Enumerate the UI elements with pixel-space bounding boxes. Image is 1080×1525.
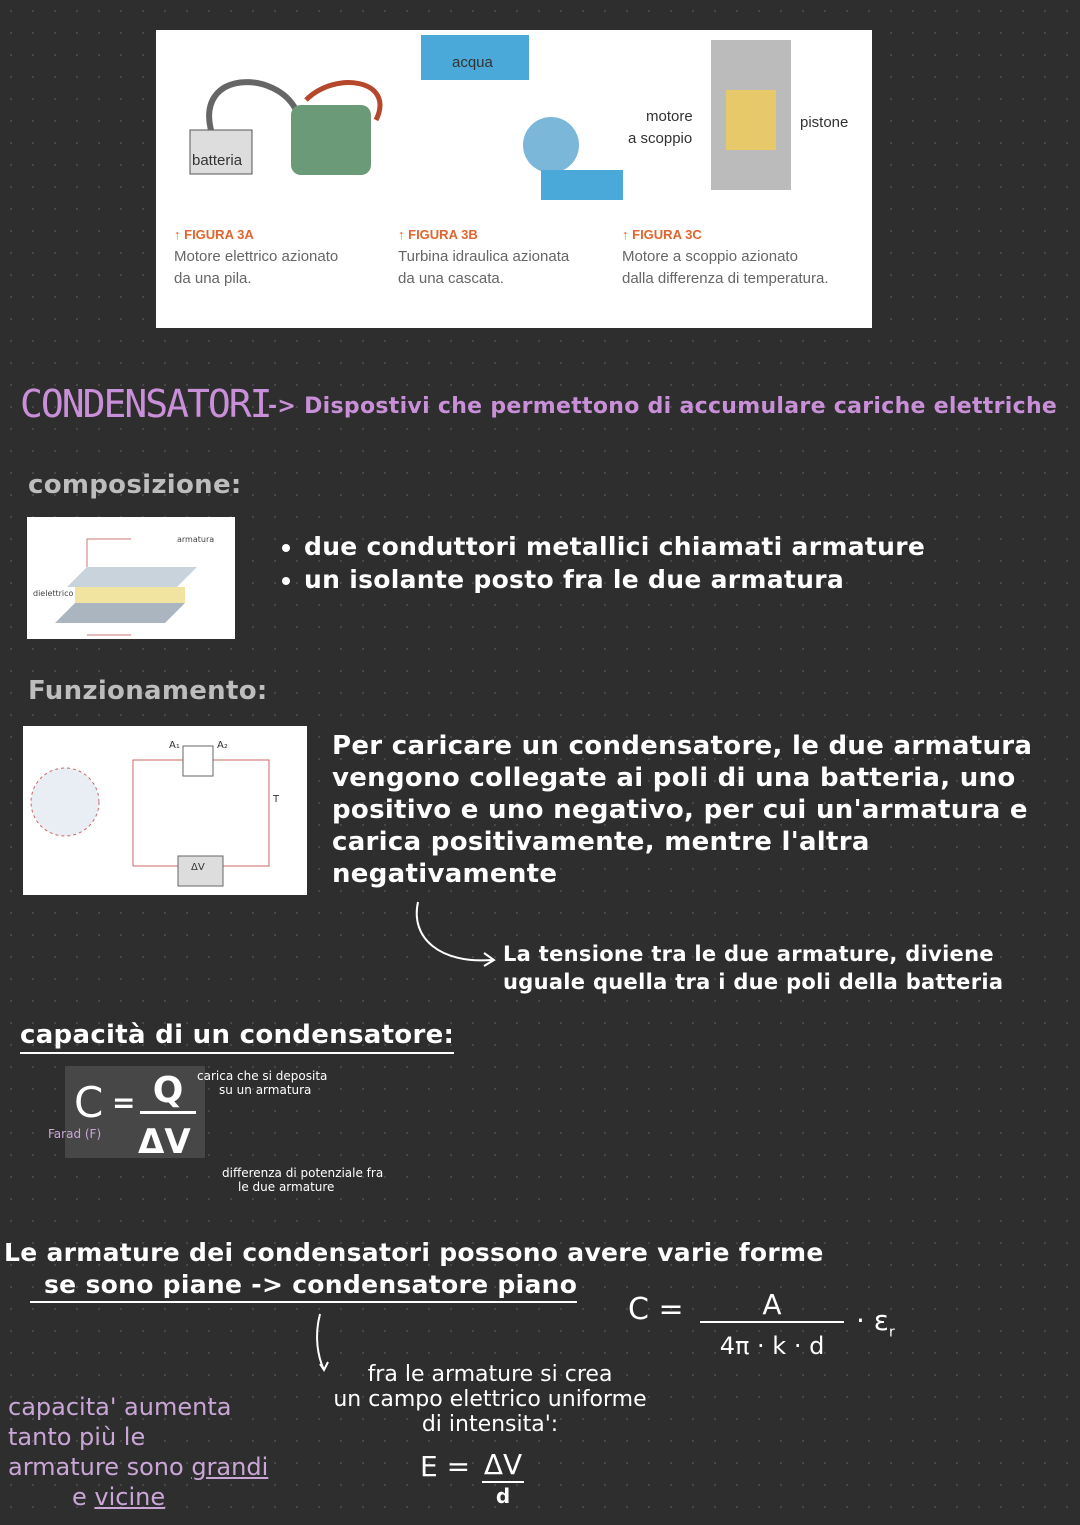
capacita-heading: capacità di un condensatore: — [20, 1020, 454, 1050]
title-definition: -> Dispostivi che permettono di accumulare cariche elettriche — [268, 394, 1058, 419]
capacitor-figure — [27, 517, 235, 639]
label-t: T — [273, 794, 280, 805]
note-dv: differenza di potenziale fra le due armature — [222, 1166, 384, 1194]
e-formula-e: E = — [420, 1450, 471, 1483]
caption-3a: ↑ FIGURA 3A Motore elettrico azionato da una pila. — [174, 227, 339, 287]
label-motore: motore — [646, 108, 693, 125]
campo-text: fra le armature si crea un campo elettrico uniforme di intensita': — [333, 1362, 647, 1437]
label-batteria: batteria — [192, 152, 243, 169]
page-title: CONDENSATORI — [20, 382, 271, 426]
caption-3b: ↑ FIGURA 3B Turbina idraulica azionata da una cascata. — [398, 227, 570, 287]
formula-q: Q — [140, 1070, 196, 1114]
plane-formula-den: 4π · k · d — [719, 1332, 825, 1360]
funzionamento-heading: Funzionamento: — [28, 676, 268, 706]
composizione-heading: composizione: — [28, 470, 242, 500]
engines-illustration — [156, 30, 872, 230]
plane-formula-c: C = — [628, 1292, 684, 1327]
formula-c: C — [74, 1078, 104, 1127]
plane-formula-epsilon: · $\varepsilon_r$ — [856, 1304, 895, 1341]
label-a-scoppio: a scoppio — [628, 130, 693, 147]
label-a1: A₁ — [169, 740, 180, 751]
list-item: • due conduttori metallici chiamati armature — [304, 530, 925, 563]
funzionamento-text: Per caricare un condensatore, le due armatura vengono collegate ai poli di una batteria, uno positivo e uno negativo, per cui un'armatura e carica positivamente, mentre l'altra negativamente — [332, 731, 1033, 889]
composizione-list — [258, 530, 925, 596]
forme-line2: se sono piane -> condensatore piano — [30, 1270, 577, 1303]
capacita-side-note: capacita' aumenta tanto più le armature sono grandi e vicine — [8, 1393, 269, 1511]
formula-dv: ΔV — [138, 1122, 191, 1162]
formula-equals: = — [112, 1086, 136, 1119]
forme-line1: Le armature dei condensatori possono avere varie forme — [4, 1238, 824, 1267]
label-dielettrico: dielettrico — [33, 589, 74, 598]
label-acqua: acqua — [452, 54, 493, 71]
list-item: • un isolante posto fra le due armatura — [304, 563, 925, 596]
unit-farad: Farad (F) — [48, 1127, 102, 1141]
engines-figure — [156, 30, 872, 328]
label-a2: A₂ — [217, 740, 228, 751]
label-armatura: armatura — [177, 535, 215, 544]
label-dv: ΔV — [191, 862, 205, 873]
label-pistone: pistone — [800, 114, 849, 131]
circuit-figure — [23, 726, 307, 895]
note-q: carica che si deposita su un armatura — [197, 1069, 328, 1097]
e-formula-num: ΔV — [483, 1448, 523, 1481]
caption-3c: ↑ FIGURA 3C Motore a scoppio azionato dalla differenza di temperatura. — [622, 227, 829, 287]
e-formula-den: d — [495, 1484, 511, 1508]
curved-arrow-icon — [410, 898, 500, 968]
plane-formula-num: A — [700, 1288, 844, 1323]
tensione-note: La tensione tra le due armature, diviene uguale quella tra i due poli della batteria — [503, 942, 1004, 994]
